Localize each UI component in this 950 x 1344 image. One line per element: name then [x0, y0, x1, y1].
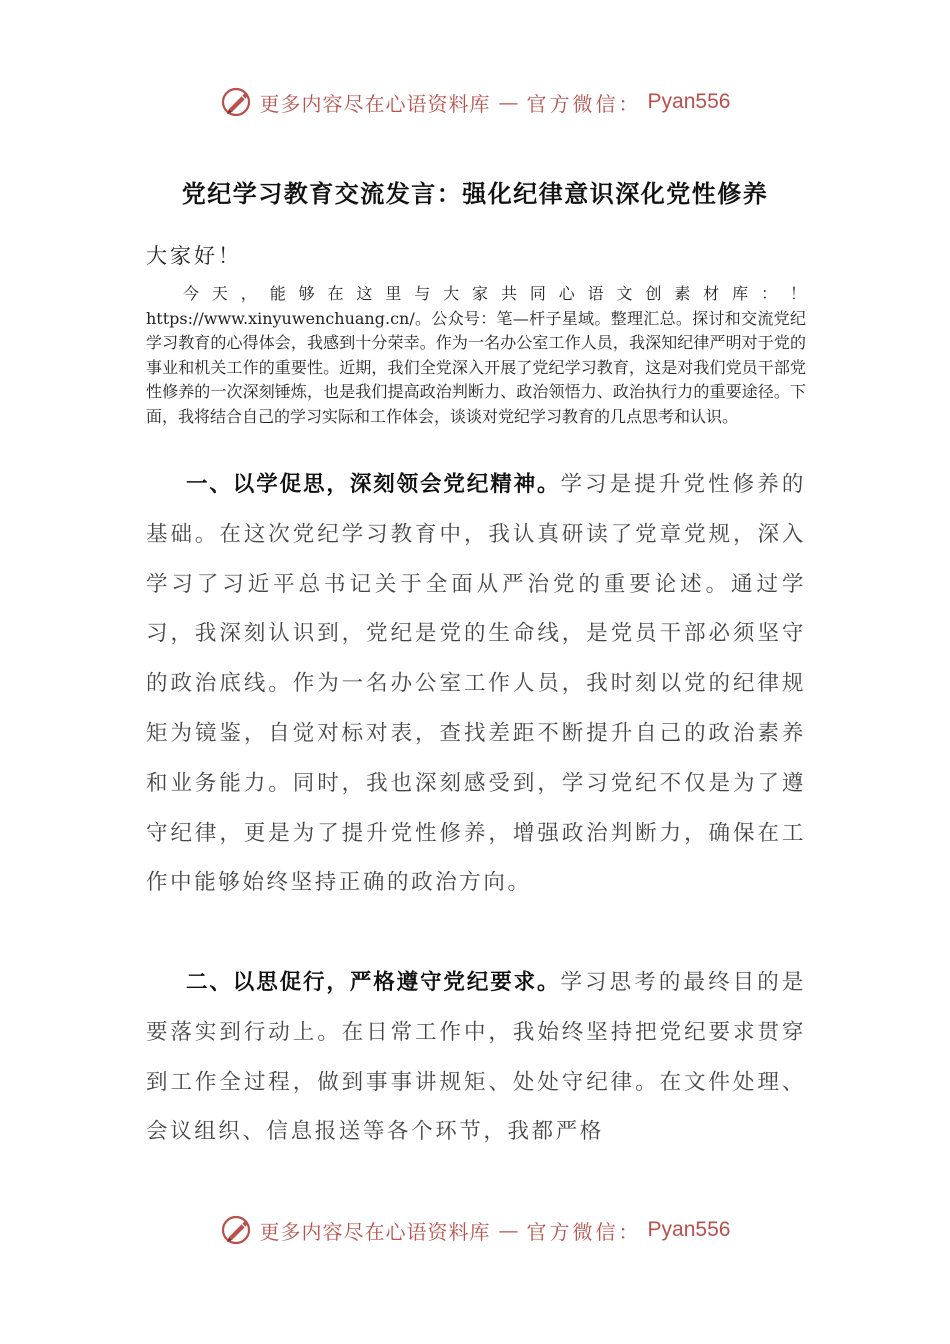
banner-dash: — — [498, 1218, 519, 1242]
section-1-text: 学习是提升党性修养的基础。在这次党纪学习教育中，我认真研读了党章党规，深入学习了习近平总书记关于全面从严治党的重要论述。通过学习，我深刻认识到，党纪是党的生命线，是党员干部必须坚守的政治底线。作为一名办公室工作人员，我时刻以党的纪律规矩为镜鉴，自觉对标对表，查找差距不断提升自己的政治素养和业务能力。同时，我也深刻感受到，学习党纪不仅是为了遵守纪律，更是为了提升党性修养，增强政治判断力，确保在工作中能够始终坚持正确的政治方向。 — [146, 472, 806, 896]
section-2-paragraph — [146, 958, 806, 1157]
banner-text: 更多内容尽在心语资料库 — [259, 1219, 491, 1244]
banner-wechat-label: 官方微信： — [526, 91, 642, 116]
pen-logo-icon — [220, 85, 254, 119]
section-2-text: 学习思考的最终目的是要落实到行动上。在日常工作中，我始终坚持把党纪要求贯穿到工作全过程，做到事事讲规矩、处处守纪律。在文件处理、会议组织、信息报送等各个环节，我都严格 — [146, 970, 806, 1145]
greeting: 大家好！ — [146, 244, 242, 268]
pen-logo-icon — [220, 1213, 254, 1247]
banner-dash: — — [498, 90, 519, 114]
intro-paragraph: 今天，能够在这里与大家共同心语文创素材库：！https://www.xinyuwenchuang.cn/。公众号：笔—杆子星域。整理汇总。探讨和交流党纪学习教育的心得体会，我感到十分荣幸。作为一名办公室工作人员，我深知纪律严明对于党的事业和机关工作的重要性。近期，我们全党深入开展了党纪学习教育，这是对我们党员干部党性修养的一次深刻锤炼，也是我们提高政治判断力、政治领悟力、政治执行力的重要途径。下面，我将结合自己的学习实际和工作体会，谈谈对党纪学习教育的几点思考和认识。 — [146, 284, 806, 426]
document-title: 党纪学习教育交流发言：强化纪律意识深化党性修养 — [181, 179, 769, 208]
header-banner — [0, 82, 950, 122]
banner-text: 更多内容尽在心语资料库 — [259, 91, 491, 116]
banner-wechat-id: Pyan556 — [647, 90, 731, 113]
banner-wechat-id: Pyan556 — [647, 1218, 731, 1241]
section-2-heading: 二、以思促行，严格遵守党纪要求。 — [186, 970, 561, 995]
footer-banner — [0, 1210, 950, 1250]
section-1-heading: 一、以学促思，深刻领会党纪精神。 — [186, 472, 561, 497]
banner-wechat-label: 官方微信： — [526, 1219, 642, 1244]
section-1-paragraph — [146, 460, 806, 908]
